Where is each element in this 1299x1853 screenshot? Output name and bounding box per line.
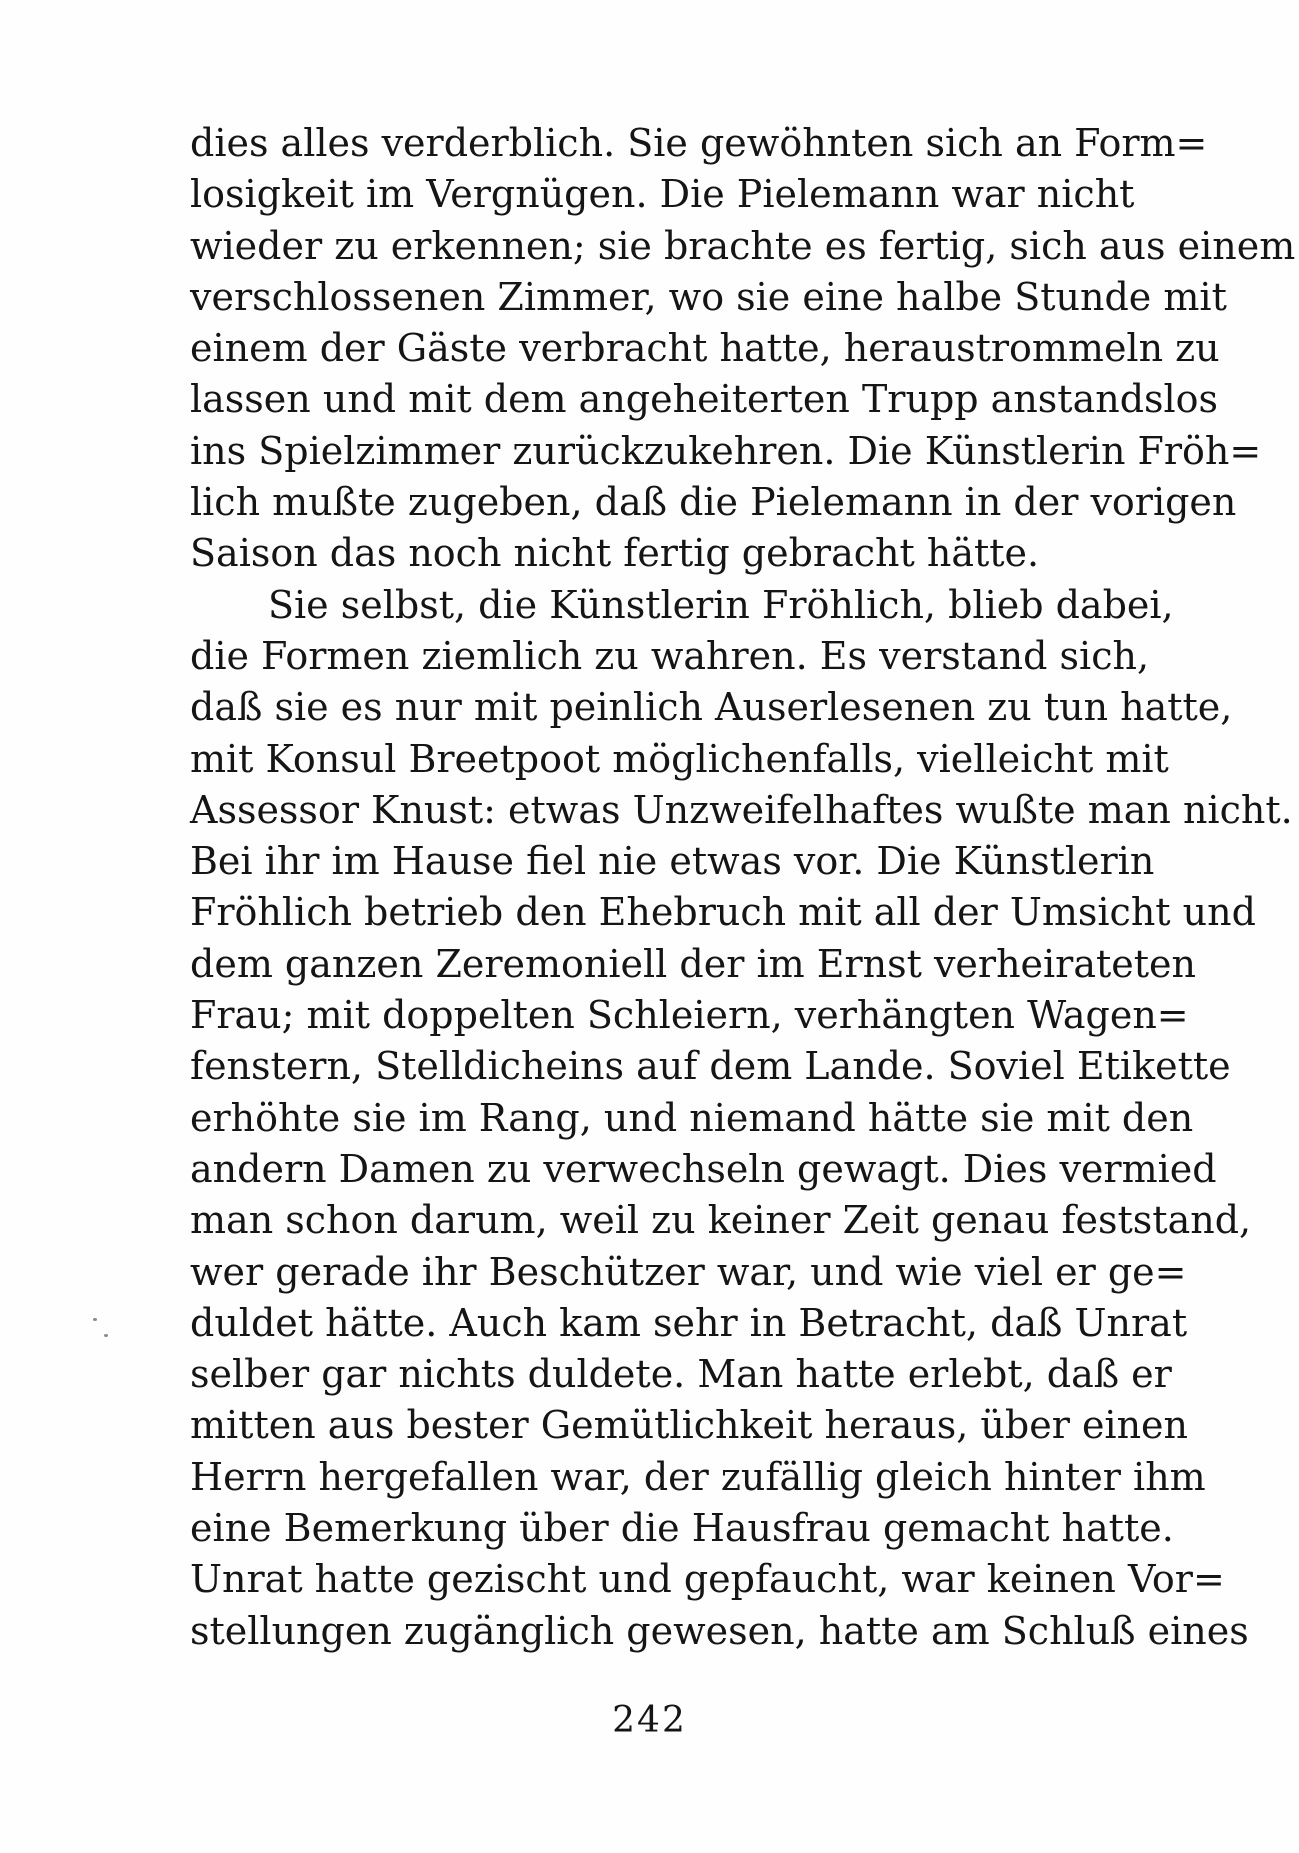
text-line: lich mußte zugeben, daß die Pielemann in der vorigen xyxy=(190,480,1237,525)
text-line: ins Spielzimmer zurückzukehren. Die Künstlerin Fröh= xyxy=(190,428,1262,473)
text-line: Herrn hergefallen war, der zufällig gleich hinter ihm xyxy=(190,1454,1206,1499)
text-line: mitten aus bester Gemütlichkeit heraus, über einen xyxy=(190,1403,1189,1448)
text-line: wer gerade ihr Beschützer war, und wie viel er ge= xyxy=(190,1249,1187,1294)
text-line: Fröhlich betrieb den Ehebruch mit all der Umsicht und xyxy=(190,890,1256,935)
text-line: die Formen ziemlich zu wahren. Es verstand sich, xyxy=(190,633,1150,678)
text-line: Unrat hatte gezischt und gepfaucht, war keinen Vor= xyxy=(190,1557,1225,1602)
text-line: Sie selbst, die Künstlerin Fröhlich, blieb dabei, xyxy=(268,582,1174,627)
text-line: Bei ihr im Hause fiel nie etwas vor. Die Künstlerin xyxy=(190,839,1155,884)
text-line: losigkeit im Vergnügen. Die Pielemann war nicht xyxy=(190,172,1135,217)
text-line: wieder zu erkennen; sie brachte es fertig, sich aus einem xyxy=(190,223,1296,268)
text-line: mit Konsul Breetpoot möglichenfalls, vielleicht mit xyxy=(190,736,1169,781)
text-line: stellungen zugänglich gewesen, hatte am Schluß eines xyxy=(190,1608,1249,1653)
scan-speck xyxy=(93,1318,97,1321)
text-line: duldet hätte. Auch kam sehr in Betracht, daß Unrat xyxy=(190,1300,1188,1345)
text-line: dem ganzen Zeremoniell der im Ernst verheirateten xyxy=(190,941,1196,986)
text-line: daß sie es nur mit peinlich Auserlesenen zu tun hatte, xyxy=(190,685,1233,730)
text-line: erhöhte sie im Rang, und niemand hätte sie mit den xyxy=(190,1095,1194,1140)
text-line: Saison das noch nicht fertig gebracht hätte. xyxy=(190,531,1040,576)
text-line: einem der Gäste verbracht hatte, heraustrommeln zu xyxy=(190,326,1220,371)
text-line: man schon darum, weil zu keiner Zeit genau feststand, xyxy=(190,1198,1252,1243)
text-line: fenstern, Stelldicheins auf dem Lande. Soviel Etikette xyxy=(190,1044,1231,1089)
body-text xyxy=(190,118,1296,1657)
text-line: selber gar nichts duldete. Man hatte erlebt, daß er xyxy=(190,1352,1172,1397)
text-line: verschlossenen Zimmer, wo sie eine halbe Stunde mit xyxy=(190,274,1227,319)
text-line: Frau; mit doppelten Schleiern, verhängten Wagen= xyxy=(190,993,1189,1038)
text-line: eine Bemerkung über die Hausfrau gemacht hatte. xyxy=(190,1506,1174,1551)
text-line: lassen und mit dem angeheiterten Trupp anstandslos xyxy=(190,377,1219,422)
page-number: 242 xyxy=(612,1700,687,1741)
text-line: dies alles verderblich. Sie gewöhnten sich an Form= xyxy=(190,121,1208,165)
scan-speck xyxy=(104,1334,108,1337)
text-line: andern Damen zu verwechseln gewagt. Dies vermied xyxy=(190,1146,1217,1191)
text-line: Assessor Knust: etwas Unzweifelhaftes wußte man nicht. xyxy=(190,787,1293,832)
